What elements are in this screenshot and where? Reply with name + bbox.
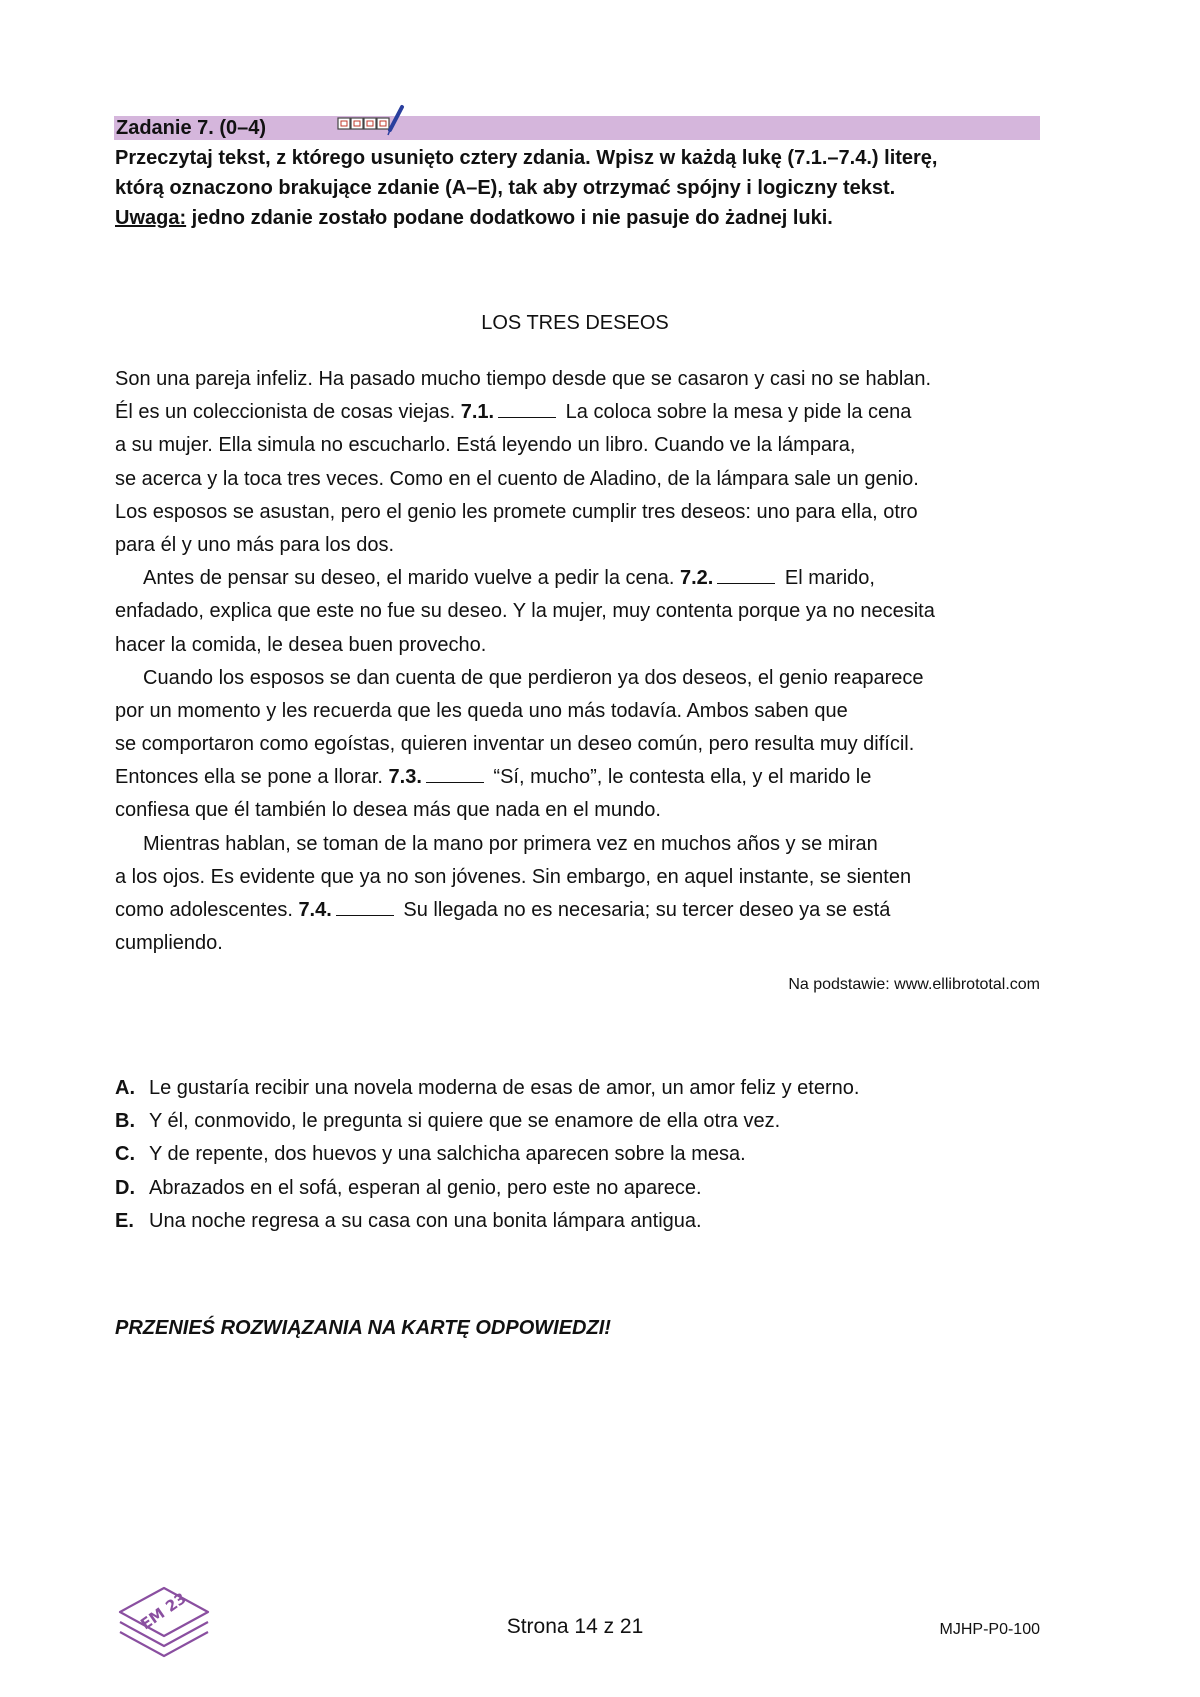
option-b (115, 1105, 1075, 1138)
option-d (115, 1172, 1075, 1205)
story-line: confiesa que él también lo desea más que nada en el mundo. (115, 799, 661, 822)
story-line: como adolescentes. 7.4. Su llegada no es necesaria; su tercer deseo ya se está (115, 899, 891, 921)
instruction-note (115, 203, 1050, 233)
story-line: a los ojos. Es evidente que ya no son jóvenes. Sin embargo, en aquel instante, se sienten (115, 865, 912, 888)
story-line: se comportaron como egoístas, quieren inventar un deseo común, pero resulta muy difícil. (115, 733, 915, 756)
gap-label: 7.4. (298, 899, 332, 921)
story-text (115, 363, 1075, 960)
logo-text: EM 23 (137, 1589, 190, 1634)
option-text: Le gustaría recibir una novela moderna de esas de amor, un amor feliz y eterno. (149, 1077, 860, 1099)
task-type-icon (324, 104, 414, 138)
story-line: por un momento y les recuerda que les queda uno más todavía. Ambos saben que (115, 699, 848, 722)
grid-squares-icon (338, 118, 389, 129)
option-text: Una noche regresa a su casa con una bonita lámpara antigua. (149, 1209, 702, 1232)
gap-label: 7.1. (460, 401, 495, 424)
option-letter: C. (115, 1143, 135, 1166)
task-header-band (114, 116, 1040, 140)
instruction-line-1: Przeczytaj tekst, z którego usunięto cztery zdania. Wpisz w każdą lukę (7.1.–7.4.) literę, (115, 147, 938, 169)
source-citation: Na podstawie: www.ellibrototal.com (788, 976, 1040, 993)
story-line: Los esposos se asustan, pero el genio les promete cumplir tres deseos: uno para ella, otro (115, 500, 918, 523)
uwaga-text: jedno zdanie zostało podane dodatkowo i nie pasuje do żadnej luki. (186, 207, 833, 229)
option-text: Y de repente, dos huevos y una salchicha aparecen sobre la mesa. (149, 1143, 746, 1166)
option-e (115, 1205, 1075, 1238)
answer-options (115, 1072, 1075, 1238)
instruction-line-2: którą oznaczono brakujące zdanie (A–E), tak aby otrzymać spójny i logiczny tekst. (115, 177, 896, 199)
option-a (115, 1072, 1075, 1105)
gap-7-3-blank[interactable] (426, 764, 484, 783)
story-line: Mientras hablan, se toman de la mano por primera vez en muchos años y se miran (143, 832, 878, 855)
story-line: Entonces ella se pone a llorar. 7.3. “Sí, mucho”, le contesta ella, y el marido le (115, 766, 872, 789)
pen-icon (388, 107, 402, 135)
story-line: hacer la comida, le desea buen provecho. (115, 633, 487, 656)
story-line: Antes de pensar su deseo, el marido vuelve a pedir la cena. 7.2. El marido, (143, 567, 875, 590)
gap-label: 7.2. (680, 567, 714, 590)
story-title: LOS TRES DESEOS (481, 312, 669, 334)
option-letter: E. (115, 1209, 134, 1232)
gap-7-2-blank[interactable] (717, 565, 775, 584)
story-line: para él y uno más para los dos. (115, 533, 395, 556)
page-number: Strona 14 z 21 (506, 1615, 644, 1638)
story-line: cumpliendo. (115, 932, 223, 955)
task-title: Zadanie 7. (0–4) (116, 116, 267, 139)
story-line: enfadado, explica que este no fue su deseo. Y la mujer, muy contenta porque ya no necesita (115, 600, 935, 623)
option-letter: A. (115, 1077, 135, 1099)
option-c (115, 1138, 1075, 1171)
story-line: Son una pareja infeliz. Ha pasado mucho tiempo desde que se casaron y casi no se hablan. (115, 368, 932, 390)
gap-7-1-blank[interactable] (498, 399, 556, 418)
document-code: MJHP-P0-100 (939, 1621, 1040, 1638)
gap-label: 7.3. (388, 766, 422, 789)
option-text: Y él, conmovido, le pregunta si quiere que se enamore de ella otra vez. (149, 1110, 781, 1133)
gap-7-4-blank[interactable] (336, 897, 394, 916)
story-line: Cuando los esposos se dan cuenta de que perdieron ya dos deseos, el genio reaparece (143, 666, 924, 689)
option-letter: D. (115, 1176, 135, 1199)
option-letter: B. (115, 1110, 135, 1133)
story-line: Él es un coleccionista de cosas viejas. 7.1. La coloca sobre la mesa y pide la cena (115, 401, 912, 424)
task-instructions (115, 143, 1050, 233)
option-text: Abrazados en el sofá, esperan al genio, pero este no aparece. (149, 1176, 702, 1199)
transfer-note: PRZENIEŚ ROZWIĄZANIA NA KARTĘ ODPOWIEDZI! (115, 1317, 611, 1339)
story-line: se acerca y la toca tres veces. Como en el cuento de Aladino, de la lámpara sale un genio. (115, 467, 919, 490)
story-line: a su mujer. Ella simula no escucharlo. Está leyendo un libro. Cuando ve la lámpara, (115, 434, 856, 457)
uwaga-label: Uwaga: (115, 207, 187, 229)
